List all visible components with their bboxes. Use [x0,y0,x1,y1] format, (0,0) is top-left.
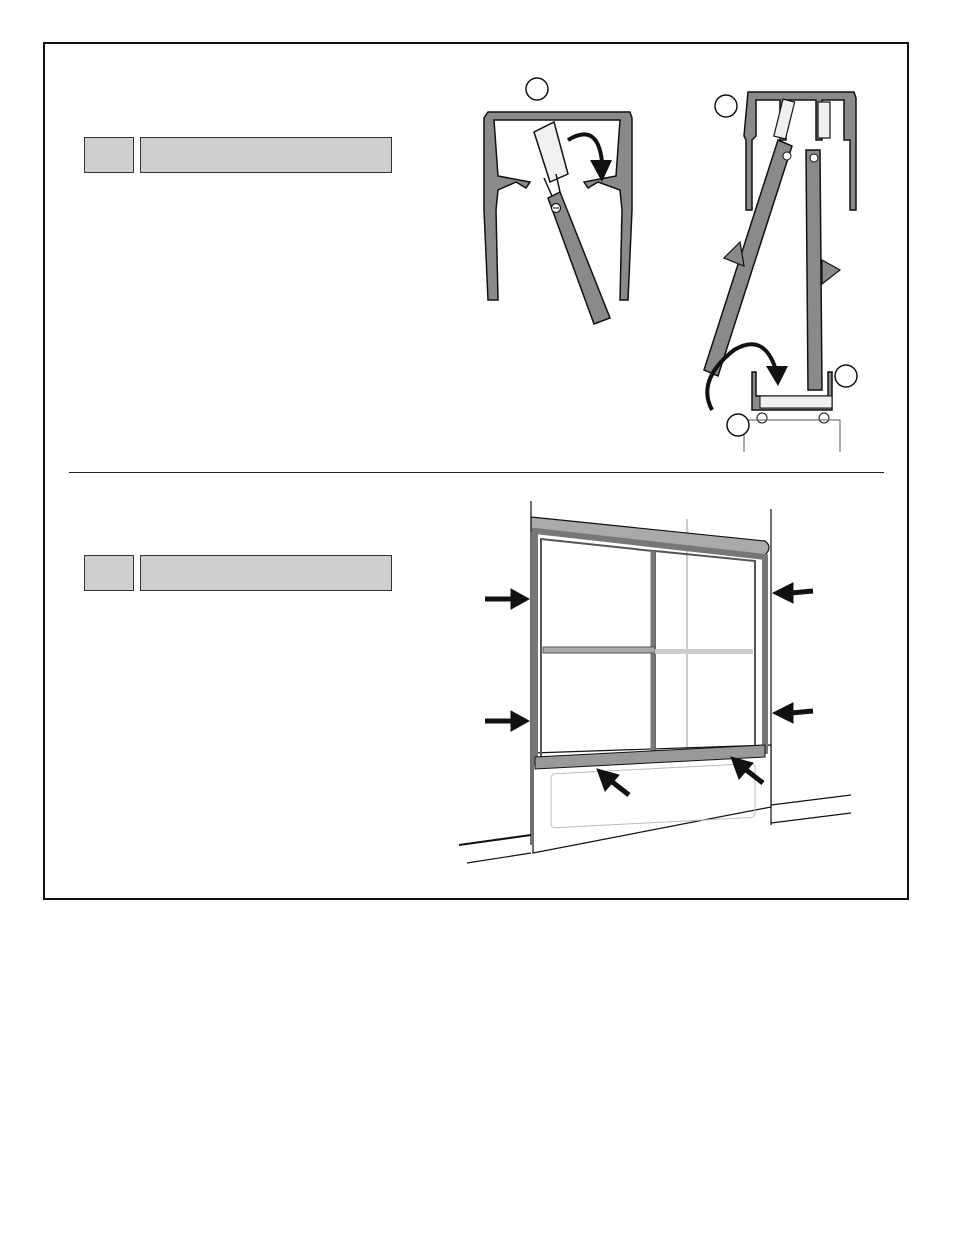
callout-circle-b [715,95,737,117]
hanger-roller [534,122,568,182]
towel-bar [543,647,655,653]
curved-arrow-icon [568,134,602,162]
step-number-box-2 [84,555,134,591]
callout-circle-a [526,78,548,100]
step-title-box-2 [140,555,392,591]
door-handle-left [724,242,744,266]
callout-circle-c [835,365,857,387]
step-title-box-1 [140,137,392,173]
step-header-2 [84,555,394,591]
sealing-illustration [455,495,865,875]
rail-detail-illustration [470,70,650,330]
section-divider [69,472,884,473]
callout-circle-d [727,414,749,436]
door-handle-right [822,260,840,284]
door-install-illustration [690,80,870,460]
step-number-box-1 [84,137,134,173]
door-panel-vertical [806,150,822,390]
step-header-1 [84,137,394,173]
